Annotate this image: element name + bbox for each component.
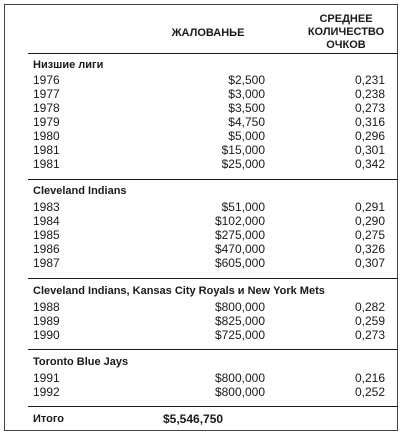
salary-cell: $5,000	[228, 129, 265, 143]
group-title-three-teams: Cleveland Indians, Kansas City Royals и New York Mets	[33, 285, 325, 297]
divider	[28, 53, 398, 54]
salary-cell: $800,000	[214, 385, 265, 399]
year-cell: 1980	[33, 129, 60, 143]
table-row	[33, 300, 385, 315]
table-row	[33, 214, 385, 229]
table-row	[33, 228, 385, 243]
salary-cell: $800,000	[214, 300, 265, 314]
year-cell: 1977	[33, 87, 60, 101]
salary-cell: $25,000	[221, 157, 265, 171]
group-title-minor-leagues: Низшие лиги	[33, 59, 104, 71]
average-cell: 0,316	[354, 115, 385, 129]
average-cell: 0,326	[354, 242, 385, 256]
salary-cell: $470,000	[214, 242, 265, 256]
total-label: Итого	[33, 413, 65, 425]
year-cell: 1976	[33, 73, 60, 87]
divider	[28, 179, 398, 180]
group-title-toronto-blue-jays: Toronto Blue Jays	[33, 356, 129, 368]
year-cell: 1984	[33, 214, 60, 228]
salary-cell: $102,000	[214, 214, 265, 228]
table-row	[33, 385, 385, 400]
divider	[28, 349, 398, 350]
table-row	[33, 129, 385, 144]
table-row	[33, 87, 385, 102]
table-row	[33, 242, 385, 257]
average-cell: 0,273	[354, 328, 385, 342]
year-cell: 1988	[33, 300, 60, 314]
salary-cell: $605,000	[214, 256, 265, 270]
table-row	[33, 371, 385, 386]
table-row	[33, 73, 385, 88]
average-cell: 0,342	[354, 157, 385, 171]
average-cell: 0,290	[354, 214, 385, 228]
year-cell: 1979	[33, 115, 60, 129]
table-row	[33, 143, 385, 158]
salary-cell: $4,750	[228, 115, 265, 129]
year-cell: 1981	[33, 157, 60, 171]
year-cell: 1986	[33, 242, 60, 256]
year-cell: 1990	[33, 328, 60, 342]
salary-cell: $15,000	[221, 143, 265, 157]
average-cell: 0,275	[354, 228, 385, 242]
year-cell: 1985	[33, 228, 60, 242]
year-cell: 1987	[33, 256, 60, 270]
salary-cell: $825,000	[214, 314, 265, 328]
salary-header: ЖАЛОВАНЬЕ	[171, 27, 245, 39]
salary-cell: $3,000	[228, 87, 265, 101]
table-row	[33, 314, 385, 329]
table-row	[33, 115, 385, 130]
average-cell: 0,273	[354, 101, 385, 115]
average-cell: 0,259	[354, 314, 385, 328]
year-cell: 1989	[33, 314, 60, 328]
year-cell: 1978	[33, 101, 60, 115]
divider	[28, 278, 398, 279]
average-cell: 0,301	[354, 143, 385, 157]
salary-cell: $51,000	[221, 200, 265, 214]
table-row	[33, 200, 385, 215]
average-cell: 0,296	[354, 129, 385, 143]
table-row	[33, 256, 385, 271]
average-cell: 0,238	[354, 87, 385, 101]
salary-cell: $275,000	[214, 228, 265, 242]
average-cell: 0,291	[354, 200, 385, 214]
year-cell: 1983	[33, 200, 60, 214]
average-cell: 0,282	[354, 300, 385, 314]
total-salary: $5,546,750	[163, 412, 224, 426]
average-cell: 0,231	[354, 73, 385, 87]
salary-cell: $2,500	[228, 73, 265, 87]
salary-cell: $725,000	[214, 328, 265, 342]
average-cell: 0,252	[354, 385, 385, 399]
year-cell: 1981	[33, 143, 60, 157]
average-cell: 0,307	[354, 256, 385, 270]
table-row	[33, 157, 385, 172]
group-title-cleveland-indians: Cleveland Indians	[33, 185, 127, 197]
year-cell: 1992	[33, 385, 60, 399]
average-header: СРЕДНЕЕ КОЛИЧЕСТВО ОЧКОВ	[307, 13, 385, 51]
year-cell: 1991	[33, 371, 60, 385]
table-row	[33, 328, 385, 343]
salary-cell: $3,500	[228, 101, 265, 115]
salary-cell: $800,000	[214, 371, 265, 385]
average-cell: 0,216	[354, 371, 385, 385]
divider	[28, 406, 398, 407]
table-row	[33, 101, 385, 116]
